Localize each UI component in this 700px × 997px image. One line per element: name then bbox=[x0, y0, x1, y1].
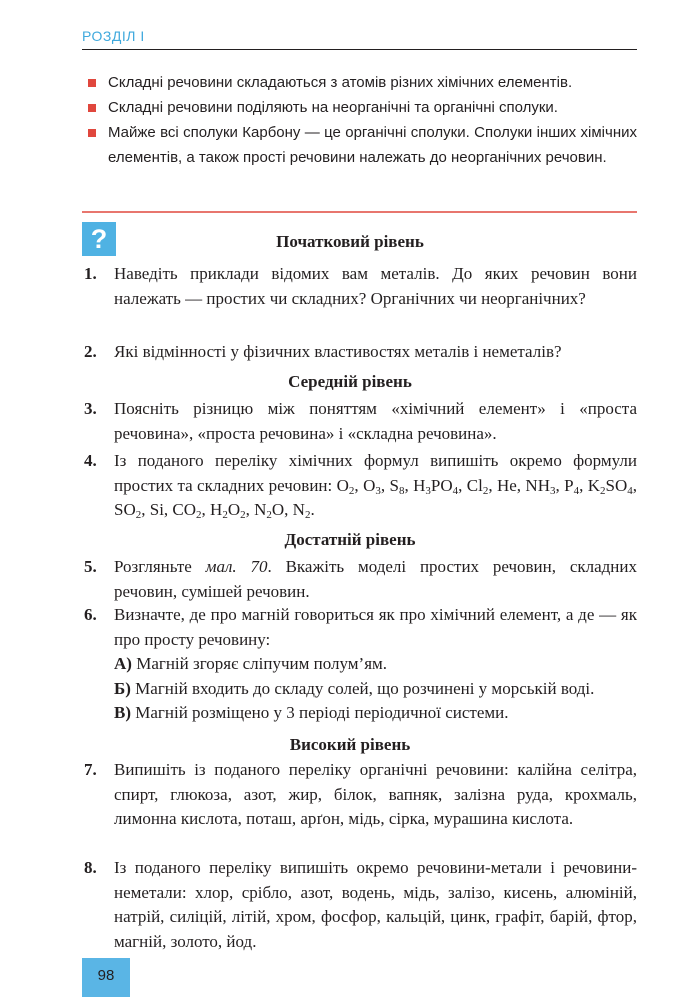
question-1 bbox=[84, 262, 637, 311]
answer-option-c bbox=[114, 701, 637, 726]
option-letter: В) bbox=[114, 703, 131, 722]
formula-text: , He, NH bbox=[488, 475, 550, 495]
formula-text: PO bbox=[430, 475, 453, 495]
question-number: 3. bbox=[84, 399, 97, 418]
question-text: Розгляньте bbox=[114, 557, 206, 576]
summary-item: Майже всі сполуки Карбону — це органічні сполуки. Сполуки інших хімічних елементів, а також прості речовини належать до неорганічних речовин. bbox=[82, 120, 637, 170]
section-divider bbox=[82, 211, 637, 213]
formula-text: . bbox=[310, 500, 315, 519]
formula-text: , S bbox=[380, 475, 399, 495]
formula-subscript: 2 bbox=[600, 484, 606, 497]
level-heading-middle: Середній рівень bbox=[288, 372, 412, 391]
formula-text: , Si, CO bbox=[141, 500, 197, 519]
formula-text: , Cl bbox=[458, 475, 483, 495]
question-number: 1. bbox=[84, 264, 97, 283]
question-3 bbox=[84, 397, 637, 446]
question-text: Визначте, де про магній говориться як про хімічний елемент, а де — як про просту речовину: bbox=[114, 605, 637, 649]
option-text: Магній згоряє сліпучим полум’ям. bbox=[136, 654, 388, 673]
question-6 bbox=[84, 603, 637, 726]
formula-text: SO bbox=[605, 475, 628, 495]
formula-text: , H bbox=[404, 475, 426, 495]
option-text: Магній розміщено у 3 періоді періодичної системи. bbox=[135, 703, 509, 722]
formula-subscript: 2 bbox=[304, 509, 311, 521]
section-label: РОЗДІЛ І bbox=[82, 28, 145, 44]
formula-subscript: 3 bbox=[425, 484, 431, 497]
answer-option-b bbox=[114, 677, 637, 702]
question-text: Наведіть приклади відомих вам металів. До яких речовин вони належать — простих чи складних? Органічних чи неорганічних? bbox=[114, 264, 637, 308]
bullet-square-icon bbox=[88, 79, 96, 87]
formula-subscript: 3 bbox=[549, 484, 556, 497]
formula-subscript: 2 bbox=[222, 509, 228, 521]
summary-item: Складні речовини поділяють на неорганічні та органічні сполуки. bbox=[82, 95, 637, 120]
question-5 bbox=[84, 555, 637, 604]
bullet-square-icon bbox=[88, 129, 96, 137]
question-number: 7. bbox=[84, 760, 97, 779]
summary-list bbox=[82, 70, 637, 170]
level-heading-initial: Початковий рівень bbox=[276, 232, 424, 251]
question-text: Випишіть із поданого переліку органічні речовини: калійна селітра, спирт, глюкоза, азот, жир, білок, вапняк, залізна руда, крохмаль, лимонна кислота, поташ, арґон, мідь, сірка, мурашина кислота. bbox=[114, 760, 637, 828]
question-number: 2. bbox=[84, 342, 97, 361]
formula-subscript: 2 bbox=[266, 509, 272, 521]
summary-item: Складні речовини складаються з атомів різних хімічних елементів. bbox=[82, 70, 637, 95]
formula-text: O, N bbox=[271, 500, 305, 519]
figure-reference: мал. 70 bbox=[205, 557, 268, 576]
formula-subscript: 4 bbox=[627, 484, 633, 497]
page-number: 98 bbox=[82, 958, 130, 997]
formula-text: O bbox=[227, 500, 241, 519]
option-letter: А) bbox=[114, 654, 132, 673]
question-7 bbox=[84, 758, 637, 832]
answer-option-a bbox=[114, 652, 637, 677]
option-text: Магній входить до складу солей, що розчинені у морській воді. bbox=[135, 678, 595, 698]
question-text: Із поданого переліку хімічних формул випишіть окремо формули простих та складних речовин: bbox=[114, 451, 637, 495]
formula-subscript: 2 bbox=[135, 509, 142, 521]
question-text: Поясніть різницю між поняттям «хімічний елемент» і «проста речовина», «проста речовина» і «складна речовина». bbox=[114, 399, 637, 443]
question-number: 8. bbox=[84, 858, 97, 877]
formula-text: , K bbox=[579, 475, 601, 495]
level-heading-high: Високий рівень bbox=[289, 735, 411, 754]
formula-subscript: 2 bbox=[196, 509, 202, 521]
question-text: . Вкажіть моделі простих речовин, складних речовин, сумішей речовин. bbox=[114, 557, 638, 601]
formula-subscript: 8 bbox=[398, 484, 405, 497]
formula-subscript: 2 bbox=[240, 509, 246, 521]
question-2 bbox=[84, 340, 637, 365]
question-icon: ? bbox=[82, 222, 116, 256]
page-header bbox=[82, 28, 637, 46]
question-number: 4. bbox=[84, 451, 97, 470]
bullet-square-icon bbox=[88, 104, 96, 112]
question-number: 6. bbox=[84, 605, 97, 624]
formula-subscript: 2 bbox=[482, 484, 489, 497]
formula-subscript: 4 bbox=[573, 484, 580, 497]
option-letter: Б) bbox=[114, 678, 131, 698]
formula-subscript: 3 bbox=[375, 484, 381, 497]
formula-text: , H bbox=[201, 500, 223, 519]
formula-text: , SO bbox=[114, 475, 637, 519]
header-divider bbox=[82, 49, 637, 50]
question-number: 5. bbox=[84, 557, 97, 576]
formula-text: O bbox=[336, 475, 349, 495]
question-4 bbox=[84, 449, 637, 523]
question-text: Які відмінності у фізичних властивостях металів і неметалів? bbox=[114, 342, 562, 361]
formula-text: , O bbox=[354, 475, 376, 495]
formula-subscript: 4 bbox=[452, 484, 459, 497]
question-text: Із поданого переліку випишіть окремо речовини-метали і речовини-неметали: хлор, срібло, азот, водень, мідь, залізо, кисень, алюміній, натрій, силіцій, літій, хром, фосфор, кальцій, цинк, графіт, барій, фтор, магній, золото, йод. bbox=[114, 858, 637, 951]
formula-text: , P bbox=[555, 475, 574, 495]
formula-text: , N bbox=[245, 500, 267, 519]
formula-subscript: 2 bbox=[348, 484, 355, 497]
question-8 bbox=[84, 856, 637, 954]
level-heading-sufficient: Достатній рівень bbox=[284, 530, 416, 549]
